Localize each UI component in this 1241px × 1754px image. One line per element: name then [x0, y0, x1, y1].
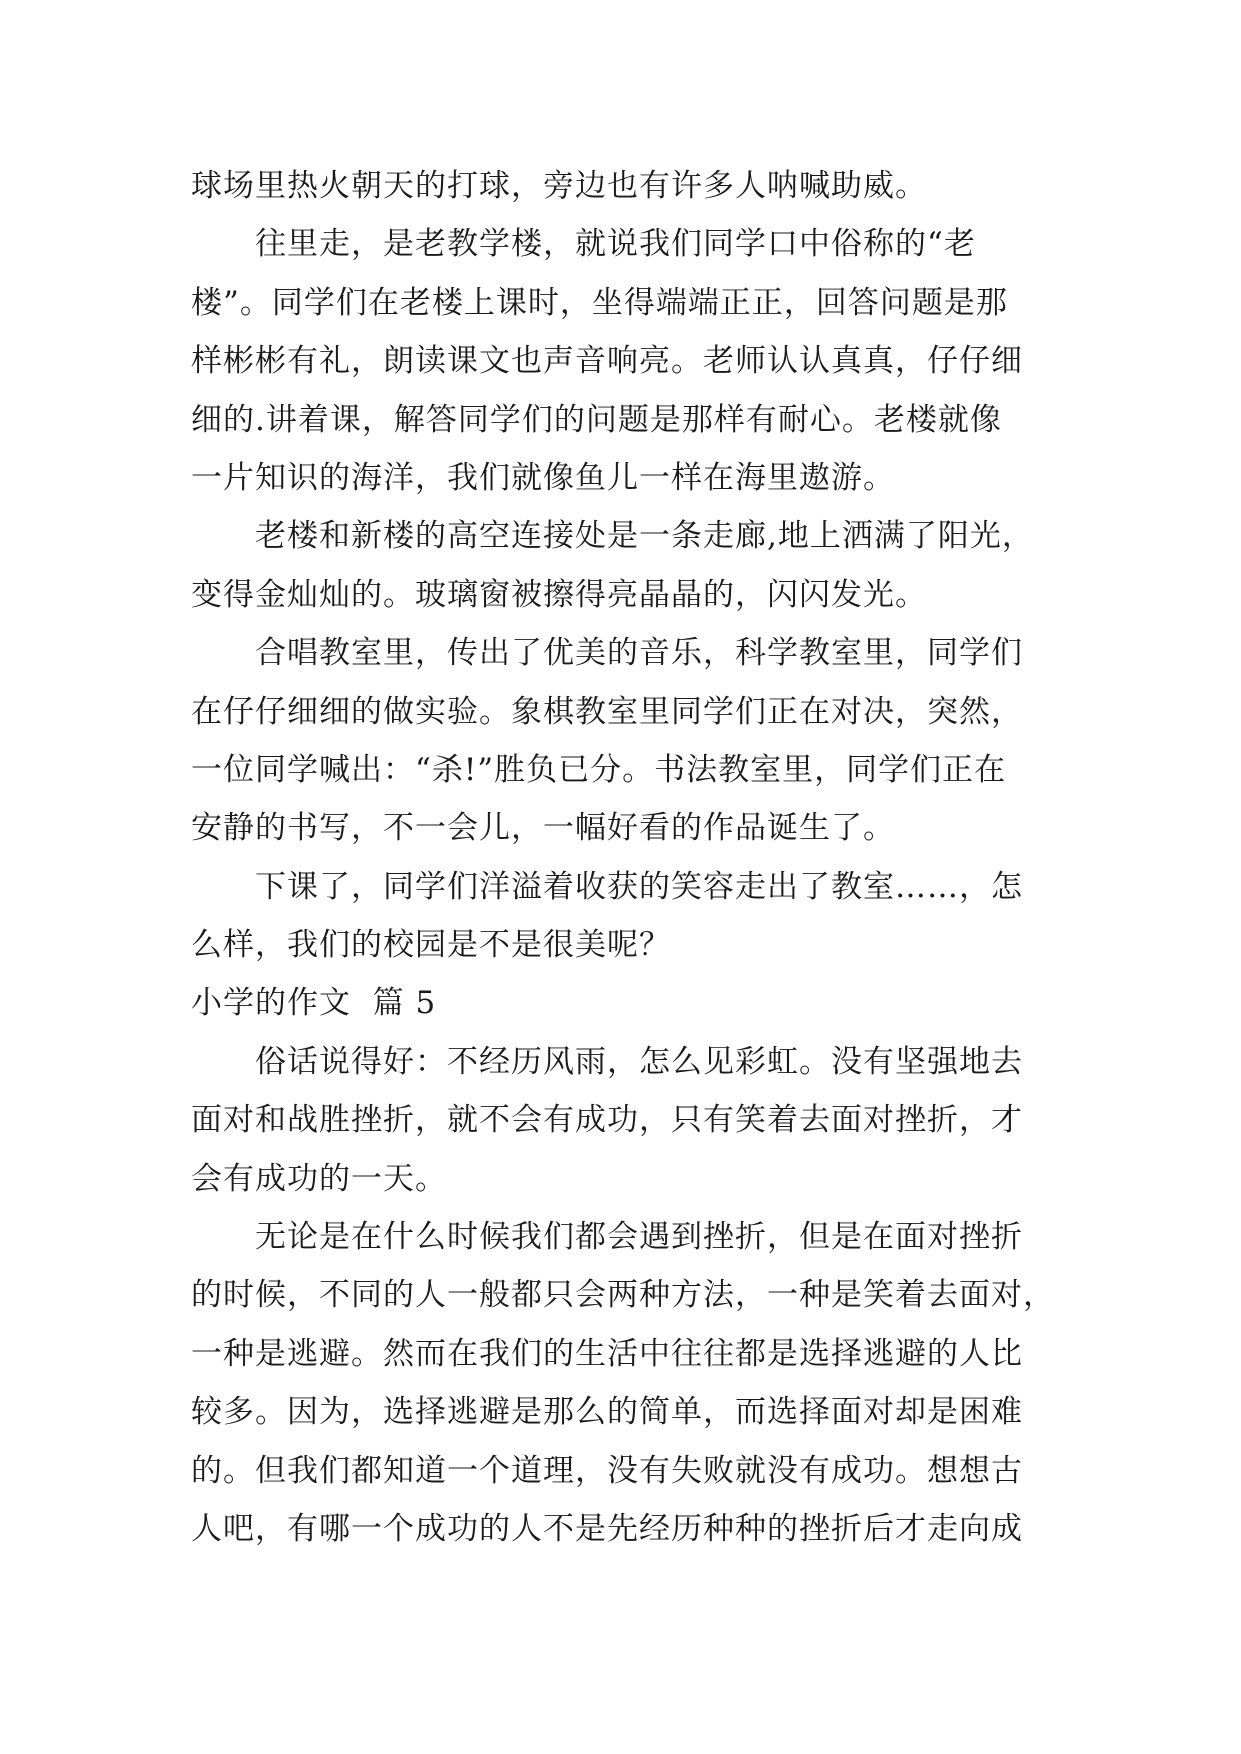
document-body	[191, 157, 1061, 1558]
text-line: 样彬彬有礼，朗读课文也声音响亮。老师认认真真，仔仔细	[191, 343, 1023, 380]
text-line: 面对和战胜挫折，就不会有成功，只有笑着去面对挫折，才	[191, 1102, 1023, 1139]
text-line: 在仔仔细细的做实验。象棋教室里同学们正在对决，突然，	[191, 693, 1023, 730]
paragraph-first-line: 老楼和新楼的高空连接处是一条走廊,地上洒满了阳光，	[255, 518, 1034, 555]
text-line: 么样，我们的校园是不是很美呢？	[191, 927, 671, 964]
paragraph-first-line: 无论是在什么时候我们都会遇到挫折，但是在面对挫折	[255, 1219, 1023, 1256]
text-line: 会有成功的一天。	[191, 1160, 447, 1197]
text-line: 一位同学喊出：“杀!”胜负已分。书法教室里，同学们正在	[191, 751, 1007, 788]
paragraph-first-line: 下课了，同学们洋溢着收获的笑容走出了教室……，怎	[255, 868, 1023, 905]
paragraph-first-line: 合唱教室里，传出了优美的音乐，科学教室里，同学们	[255, 635, 1023, 672]
text-line: 的。但我们都知道一个道理，没有失败就没有成功。想想古	[191, 1452, 1023, 1489]
text-line: 变得金灿灿的。玻璃窗被擦得亮晶晶的，闪闪发光。	[191, 576, 927, 613]
text-line: 球场里热火朝天的打球，旁边也有许多人呐喊助威。	[191, 168, 927, 204]
text-line: 细的.讲着课，解答同学们的问题是那样有耐心。老楼就像	[191, 401, 1002, 438]
section-heading: 小学的作文 篇 5	[191, 985, 437, 1022]
text-line: 一片知识的海洋，我们就像鱼儿一样在海里遨游。	[191, 459, 895, 496]
text-line: 安静的书写，不一会儿，一幅好看的作品诞生了。	[191, 810, 895, 847]
text-line: 的时候，不同的人一般都只会两种方法，一种是笑着去面对，	[191, 1277, 1055, 1314]
text-line: 一种是逃避。然而在我们的生活中往往都是选择逃避的人比	[191, 1335, 1023, 1372]
paragraph-first-line: 俗话说得好：不经历风雨，怎么见彩虹。没有坚强地去	[255, 1043, 1023, 1080]
paragraph-first-line: 往里走，是老教学楼，就说我们同学口中俗称的“老	[255, 226, 976, 263]
text-line: 人吧，有哪一个成功的人不是先经历种种的挫折后才走向成	[191, 1510, 1023, 1547]
text-line: 较多。因为，选择逃避是那么的简单，而选择面对却是困难	[191, 1394, 1023, 1431]
text-line: 楼”。同学们在老楼上课时，坐得端端正正，回答问题是那	[191, 284, 1008, 321]
